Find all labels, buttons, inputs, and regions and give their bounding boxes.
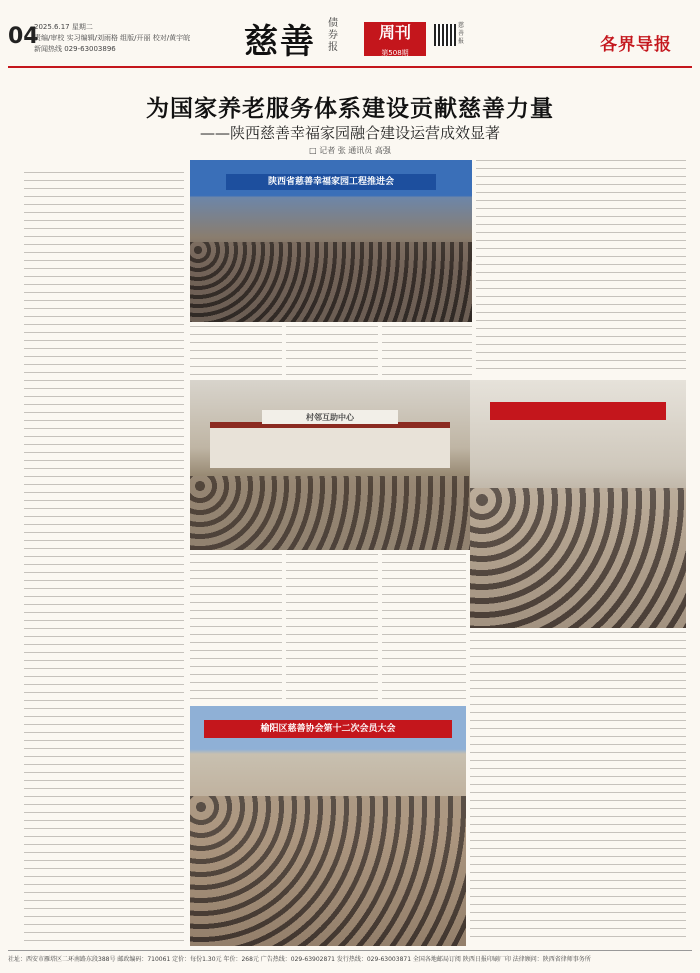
text-column-right-bottom — [470, 632, 686, 944]
text-column-1 — [24, 172, 184, 942]
subheadline: ——陕西慈善幸福家园融合建设运营成效显著 — [199, 124, 500, 142]
photo-banner: 陕西省慈善幸福家园工程推进会 — [226, 174, 436, 190]
issue-number: 第508期 — [381, 49, 409, 57]
news-hotline: 新闻热线 029-63003896 — [34, 45, 116, 53]
photo-building — [210, 422, 450, 468]
text-column-3c — [382, 554, 466, 702]
text-column-2b — [286, 326, 378, 378]
photo-group — [190, 476, 470, 550]
masthead-sub: 债券报 — [328, 18, 338, 53]
byline: □ 记者 张 通讯员 高强 — [309, 146, 391, 155]
date-line: 2025.6.17 星期二 — [34, 23, 93, 31]
page-header — [0, 0, 700, 72]
page-number: 04 — [8, 24, 39, 49]
qr-code-icon — [434, 24, 456, 46]
text-column-3a — [190, 554, 282, 702]
photo-member-meeting — [190, 706, 466, 946]
section-title: 各界导报 — [600, 35, 672, 55]
photo-meeting-banner: 榆阳区慈善协会第十二次会员大会 — [204, 720, 452, 738]
photo-conference-hall — [190, 160, 472, 322]
photo-audience — [190, 242, 472, 322]
photo-sign: 村邻互助中心 — [262, 410, 398, 424]
text-column-2a — [190, 326, 282, 378]
photo-red-sign — [490, 402, 666, 420]
text-column-2c — [382, 326, 472, 378]
page-footer: 社址：西安市雁塔区二环南路东段388号 邮政编码：710061 定价：每份1.30元 年价：268元 广告热线：029-63902871 发行热线：029-63003871 全国各地邮局订阅 陕西日报印刷厂印 法律顾问：陕西省律师事务所 — [8, 950, 692, 963]
photo-diners — [470, 488, 686, 628]
photo-elderly-dining — [470, 380, 686, 628]
qr-caption: 慈善报 — [458, 22, 465, 45]
editors-line: 责编/审校 实习编辑/刘雨格 组版/开丽 校对/黄宇皖 — [34, 34, 191, 42]
header-divider — [8, 66, 692, 68]
photo-village-center — [190, 380, 470, 550]
weekly-label: 周刊 — [378, 23, 411, 42]
text-column-right-top — [476, 160, 686, 376]
text-column-3b — [286, 554, 378, 702]
photo-attendees — [190, 796, 466, 946]
masthead-logo: 慈善 — [244, 22, 316, 62]
headline: 为国家养老服务体系建设贡献慈善力量 — [146, 95, 554, 122]
